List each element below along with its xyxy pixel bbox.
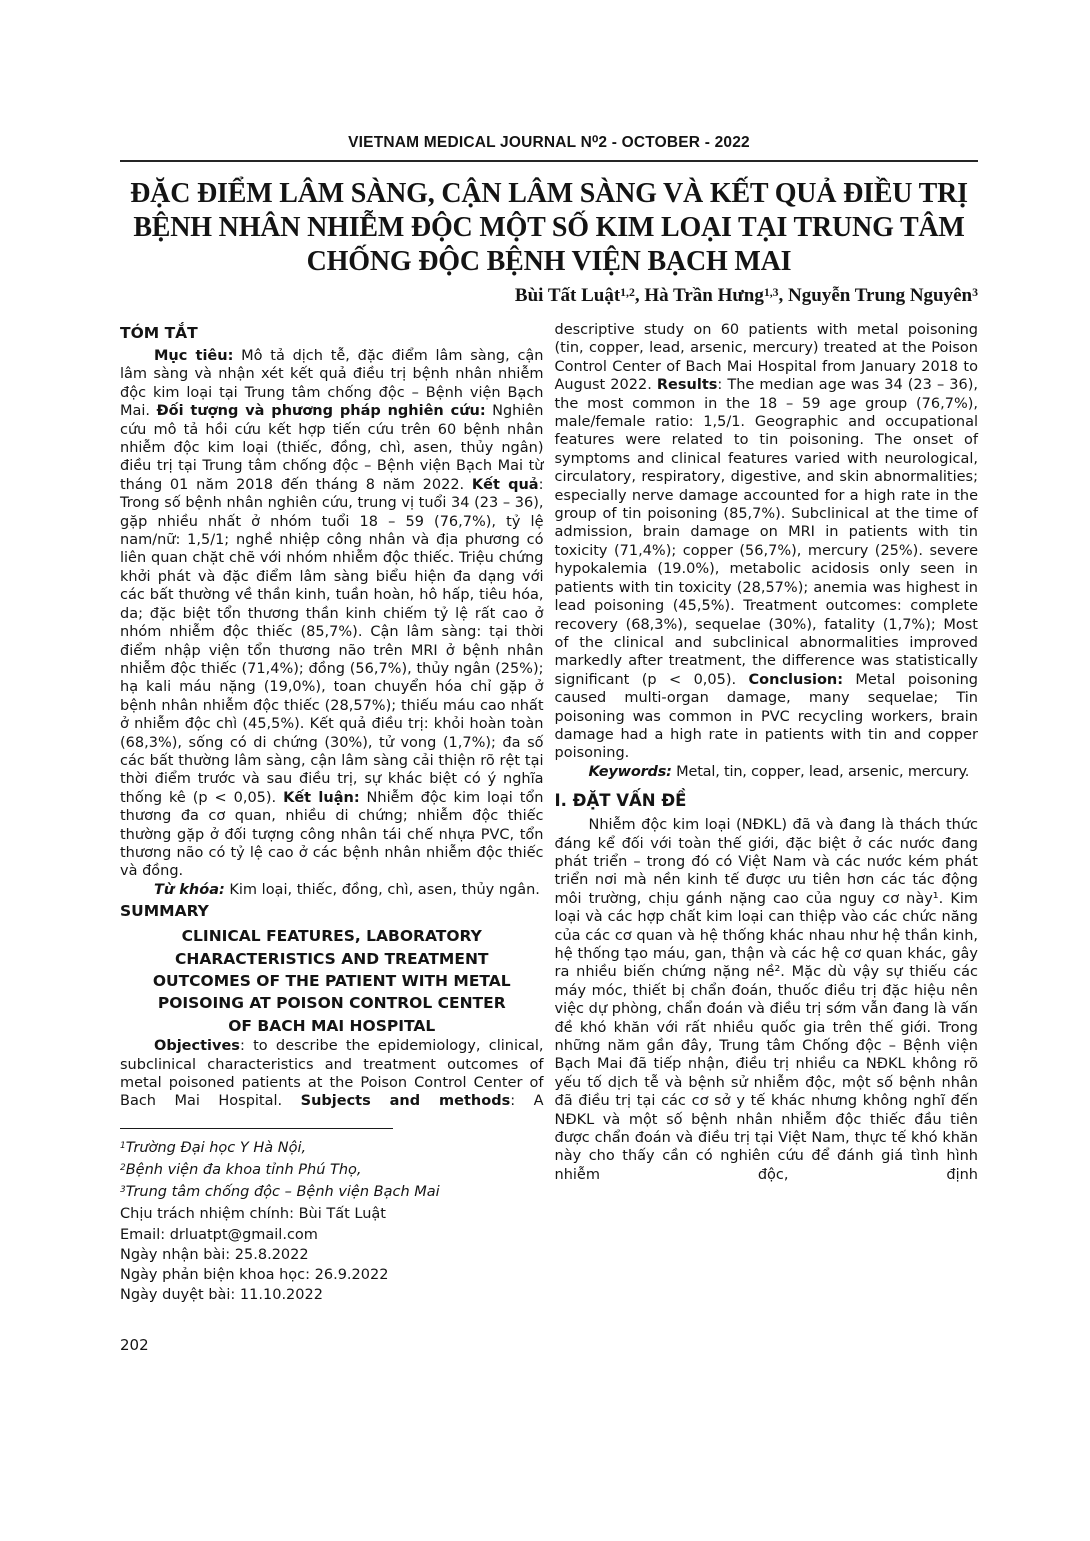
introduction-paragraph: Nhiễm độc kim loại (NĐKL) đã và đang là thách thức đáng kể đối với toàn thế giới, đặc biệt ở các nước đang phát triển – trong đó có Việt Nam và các nước kém phát triển nơi mà nền kinh tế được ưu tiên hơn các tác động môi trường, chịu gánh nặng cao của nguy cơ này¹. Kim loại và các hợp chất kim loại can thiệp vào các chức năng của các cơ quan và hệ thống khác nhau như hệ thần kinh, hệ thống tạo máu, gan, thận và các hệ cơ quan khác, gây ra nhiều biến chứng nặng nề². Mặc dù vậy sự thiếu các máy móc, thiết bị chẩn đoán, thuốc điều trị đặc hiệu nên việc dự phòng, chẩn đoán và điều trị sớm vẫn đang là vấn đề khó khăn với rất nhiều quốc gia trên thế giới. Trong những năm gần đây, Trung tâm Chống độc – Bệnh viện Bạch Mai đã tiếp nhận, điều trị nhiều ca NĐKL không rõ yếu tố dịch tễ và bệnh sử nhiễm độc, một số bệnh nhân đã điều trị tại các cơ sở y tế khác nhưng không nghĩ đến NĐKL và một số bệnh nhân nhiễm độc thiếc đầu tiên được chẩn đoán và điều trị tại Việt Nam, thực tế khó khăn này cho thấy cần có nghiên cứu để đánh giá tình hình nhiễm độc, định [554, 817, 978, 1183]
abstract-english-continuation: descriptive study on 60 patients with metal poisoning (tin, copper, lead, arsenic, mercury) treated at the Poison Control Center of Bach Mai Hospital from January 2018 to August 2022. Results: The median age was 34 (23 – 36), the most common in the 18 – 59 age group (76,7%), male/female ratio: 1,5/1. Geographic and occupational features were related to tin poisoning. The onset of symptoms and clinical features varied with neurological, circulatory, respiratory, digestive, and skin abnormalities; especially nerve damage accounted for a high rate in the group of tin poisoning (85,7%). Subclinical at the time of admission, brain damage on MRI in patients with tin toxicity (71,4%); copper (56,7%), mercury (25%). severe hypokalemia (19.0%), metabolic acidosis only seen in patients with tin toxicity (28,57%); anemia was highest in lead poisoning (45,5%). Treatment outcomes: complete recovery (68,3%), sequelae (30%), fatality (1,7%); Most of the clinical and subclinical abnormalities improved markedly after treatment, the difference was statistically significant (p < 0,05). Conclusion: Metal poisoning caused multi-organ damage, many sequelae; Tin poisoning was common in PVC recycling workers, brain damage had a high rate in patients with tin and copper poisoning. [554, 322, 978, 762]
right-column [555, 321, 979, 1305]
summary-heading: SUMMARY [120, 902, 209, 921]
footnote-affiliation-1: $^1$Trường Đại học Y Hà Nội, [120, 1139, 307, 1156]
english-title-line-3: OUTCOMES OF THE PATIENT WITH METAL [152, 972, 511, 990]
footnote-email: Email: drluatpt@gmail.com [120, 1226, 318, 1243]
abstract-vietnamese: Mục tiêu: Mô tả dịch tễ, đặc điểm lâm sàng, cận lâm sàng và nhận xét kết quả điều trị bệnh nhân nhiễm độc kim loại tại Trung tâm chống độc – Bệnh viện Bạch Mai. Đối tượng và phương pháp nghiên cứu: Nghiên cứu mô tả hồi cứu kết hợp tiến cứu trên 60 bệnh nhân nhiễm độc kim loại (thiếc, đồng, chì, asen, thủy ngân) điều trị tại Trung tâm chống độc – Bệnh viện Bạch Mai từ tháng 01 năm 2018 đến tháng 8 năm 2022. Kết quả: Trong số bệnh nhân nghiên cứu, trung vị tuổi 34 (23 – 36), gặp nhiều nhất ở nhóm tuổi 18 – 59 (76,7%), tỷ lệ nam/nữ: 1,5/1; nghề nhiệp công nhân và địa phương có liên quan chặt chẽ với nhóm nhiễm độc thiếc. Triệu chứng khởi phát và đặc điểm lâm sàng biểu hiện đa dạng với các bất thường về thần kinh, tuần hoàn, hô hấp, tiêu hóa, da; đặc biệt tổn thương thần kinh chiếm tỷ lệ rất cao ở nhóm nhiễm độc thiếc (85,7%). Cận lâm sàng: tại thời điểm nhập viện tổn thương não trên MRI ở bệnh nhân nhiễm độc thiếc (71,4%); đồng (56,7%), thủy ngân (25%); hạ kali máu nặng (19,0%), toan chuyển hóa chỉ gặp ở bệnh nhân nhiễm độc thiếc (28,57%); thiếu máu cao nhất ở nhiễm độc chì (45,5%). Kết quả điều trị: khỏi hoàn toàn (68,3%), sống có di chứng (30%), tử vong (1,7%); đa số các bất thường lâm sàng, cận lâm sàng cải thiện rõ rệt tại thời điểm trước và sau điều trị, sự khác biệt có ý nghĩa thống kê (p < 0,05). Kết luận: Nhiễm độc kim loại tổn thương đa cơ quan, nhiều di chứng; nhiễm độc thiếc thường gặp ở đối tượng công nhân tái chế nhựa PVC, tổn thương não có tỷ lệ cao ở các bệnh nhân nhiễm độc thiếc và đồng. [120, 348, 544, 880]
footnote-divider [120, 1128, 393, 1129]
english-title [120, 925, 544, 1037]
english-title-line-1: CLINICAL FEATURES, LABORATORY [181, 927, 482, 946]
footnotes-block [120, 1138, 544, 1306]
footnote-accepted-date: Ngày duyệt bài: 11.10.2022 [120, 1287, 323, 1304]
footnote-received-date: Ngày nhận bài: 25.8.2022 [120, 1246, 309, 1263]
keywords-vietnamese: Từ khóa: Kim loại, thiếc, đồng, chì, asen, thủy ngân. [154, 881, 540, 898]
left-column [120, 321, 544, 1305]
article-title [120, 177, 978, 279]
footnote-corresponding-author: Chịu trách nhiệm chính: Bùi Tất Luật [120, 1206, 386, 1223]
header-rule [120, 160, 978, 162]
keywords-english: Keywords: Metal, tin, copper, lead, arsenic, mercury. [588, 763, 970, 780]
journal-header: VIETNAM MEDICAL JOURNAL N⁰2 - OCTOBER - 2022 [348, 134, 750, 151]
english-title-line-4: POISOING AT POISON CONTROL CENTER [157, 994, 506, 1013]
article-title-line-2: BỆNH NHÂN NHIỄM ĐỘC MỘT SỐ KIM LOẠI TẠI TRUNG TÂM [133, 212, 965, 243]
two-column-body [120, 321, 978, 1305]
footnote-affiliation-3: $^3$Trung tâm chống độc – Bệnh viện Bạch Mai [120, 1184, 440, 1201]
english-title-line-2: CHARACTERISTICS AND TREATMENT [175, 949, 489, 968]
objectives-paragraph: Objectives: to describe the epidemiology, clinical, subclinical characteristics and treatment outcomes of metal poisoned patients at the Poison Control Center of Bach Mai Hospital. Subjects and methods: A [120, 1038, 544, 1110]
article-title-line-3: CHỐNG ĐỘC BỆNH VIỆN BẠCH MAI [306, 246, 792, 277]
article-title-line-1: ĐẶC ĐIỂM LÂM SÀNG, CẬN LÂM SÀNG VÀ KẾT QUẢ ĐIỀU TRỊ [130, 178, 968, 209]
footnote-affiliation-2: $^2$Bệnh viện đa khoa tỉnh Phú Thọ, [120, 1162, 362, 1179]
page-number: 202 [120, 1336, 149, 1354]
section-1-heading: I. ĐẶT VẤN ĐỀ [554, 791, 687, 811]
authors-line: Bùi Tất Luật$^{1,2}$, Hà Trần Hưng$^{1,3}$, Nguyễn Trung Nguyên$^3$ [514, 285, 978, 306]
footnote-reviewed-date: Ngày phản biện khoa học: 26.9.2022 [120, 1267, 389, 1284]
english-title-line-5: OF BACH MAI HOSPITAL [228, 1016, 436, 1035]
tom-tat-heading: TÓM TẮT [120, 324, 198, 342]
